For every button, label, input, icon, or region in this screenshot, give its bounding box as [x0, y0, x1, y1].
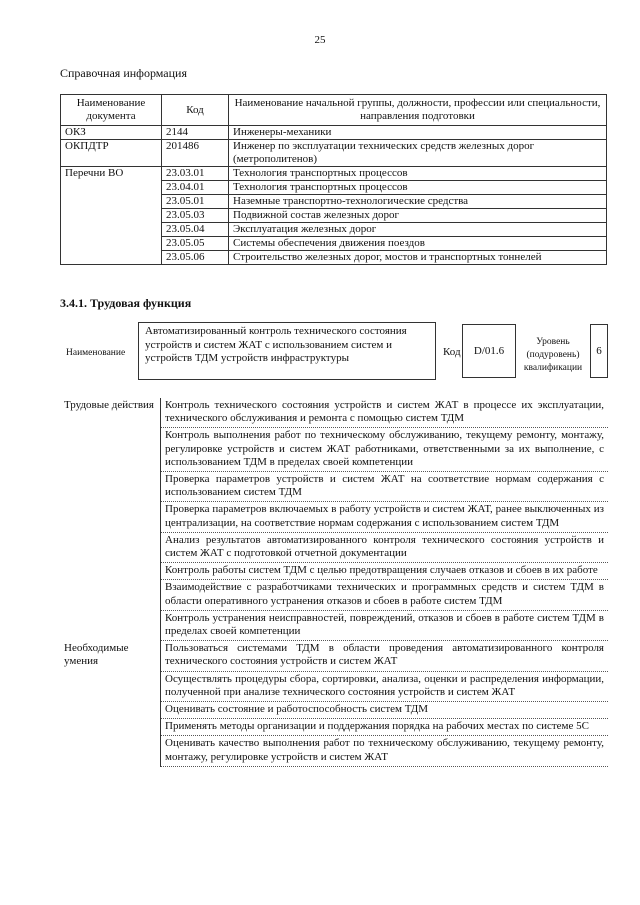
function-details-table — [60, 398, 608, 767]
function-title: 3.4.1. Трудовая функция — [60, 296, 192, 310]
cell-name: Наземные транспортно-технологические средства — [229, 195, 607, 209]
cell-code: 23.05.01 — [162, 195, 229, 209]
section-title: Справочная информация — [60, 66, 187, 80]
cell-doc: ОКЗ — [61, 126, 162, 140]
header-document: Наименование документа — [61, 95, 162, 126]
labor-action-item: Контроль работы систем ТДМ с целью предотвращения случаев отказов и сбоев в их работе — [161, 563, 609, 580]
cell-code: 23.05.03 — [162, 209, 229, 223]
cell-name: Строительство железных дорог, мостов и транспортных тоннелей — [229, 251, 607, 265]
cell-doc: ОКПДТР — [61, 140, 162, 167]
header-name: Наименование начальной группы, должности, профессии или специальности, направления подготовки — [229, 95, 607, 126]
cell-name: Технология транспортных процессов — [229, 181, 607, 195]
table-header-row — [61, 95, 607, 126]
table-row — [61, 140, 607, 167]
function-code-label: Код — [443, 346, 461, 358]
labor-action-item: Контроль выполнения работ по техническому обслуживанию, текущему ремонту, монтажу, регулировке устройств и систем ЖАТ работниками, ответственными за их выполнение, с использованием ТДМ в пределах своей компетенции — [161, 428, 609, 472]
reference-table — [60, 94, 607, 265]
table-row — [61, 167, 607, 181]
labor-action-item: Контроль устранения неисправностей, повреждений, отказов и сбоев в работе систем ТДМ в пределах своей компетенции — [161, 610, 609, 640]
skill-item: Оценивать качество выполнения работ по техническому обслуживанию, текущему ремонту, монтажу, регулировке устройств и систем ЖАТ — [161, 736, 609, 766]
labor-action-item: Анализ результатов автоматизированного контроля технического состояния устройств и систем ЖАТ с подготовкой отчетной документации — [161, 532, 609, 562]
labor-action-item: Проверка параметров включаемых в работу устройств и систем ЖАТ, ранее выключенных из централизации, на соответствие нормам содержания с использованием систем ТДМ — [161, 502, 609, 532]
cell-doc: Перечни ВО — [61, 167, 162, 265]
skills-label: Необходимые умения — [64, 641, 129, 667]
labor-action-item: Проверка параметров устройств и систем ЖАТ на соответствие нормам содержания с использованием систем ТДМ — [161, 472, 609, 502]
qualification-level: 6 — [590, 324, 608, 378]
cell-code: 23.03.01 — [162, 167, 229, 181]
skill-item: Пользоваться системами ТДМ в области проведения автоматизированного контроля технического состояния устройств и систем ЖАТ — [161, 641, 609, 671]
labor-action-item: Взаимодействие с разработчиками технических и программных средств и систем ТДМ в области оперативного устранения отказов и сбоев в работе систем ТДМ — [161, 580, 609, 610]
cell-name: Инженеры-механики — [229, 126, 607, 140]
skill-item: Оценивать состояние и работоспособность систем ТДМ — [161, 702, 609, 719]
skill-item: Применять методы организации и поддержания порядка на рабочих местах по системе 5С — [161, 719, 609, 736]
cell-code: 23.05.06 — [162, 251, 229, 265]
list-item — [60, 398, 608, 428]
cell-name: Системы обеспечения движения поездов — [229, 237, 607, 251]
skill-item: Осуществлять процедуры сбора, сортировки, анализа, оценки и распределения информации, полученной при анализе технического состояния устройств и систем ЖАТ — [161, 671, 609, 701]
cell-code: 23.05.04 — [162, 223, 229, 237]
cell-name: Подвижной состав железных дорог — [229, 209, 607, 223]
header-code: Код — [162, 95, 229, 126]
function-code: D/01.6 — [462, 324, 516, 378]
labor-actions-label: Трудовые действия — [64, 399, 154, 411]
cell-name: Эксплуатация железных дорог — [229, 223, 607, 237]
cell-code: 23.05.05 — [162, 237, 229, 251]
cell-name: Технология транспортных процессов — [229, 167, 607, 181]
cell-code: 201486 — [162, 140, 229, 167]
cell-code: 2144 — [162, 126, 229, 140]
qualification-level-label: Уровень (подуровень) квалификации — [523, 337, 583, 373]
cell-code: 23.04.01 — [162, 181, 229, 195]
cell-name: Инженер по эксплуатации технических средств железных дорог (метрополитенов) — [229, 140, 607, 167]
list-item — [60, 641, 608, 671]
page-number: 25 — [314, 34, 326, 46]
labor-action-item: Контроль технического состояния устройств и систем ЖАТ в процессе их эксплуатации, технического обслуживания и ремонта с помощью систем ТДМ — [161, 398, 609, 428]
function-name: Автоматизированный контроль технического состояния устройств и систем ЖАТ с использованием систем и устройств ТДМ устройств инфраструктуры — [138, 322, 436, 380]
table-row — [61, 126, 607, 140]
function-name-label: Наименование — [66, 348, 126, 358]
